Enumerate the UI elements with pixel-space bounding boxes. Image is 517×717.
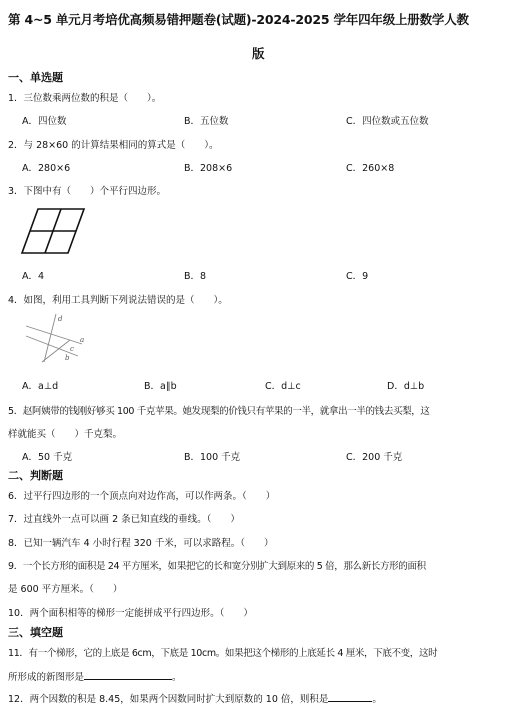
answer-blank-11[interactable]	[84, 669, 172, 680]
question-10: 10．两个面积相等的梯形一定能拼成平行四边形。（ ）	[8, 608, 253, 619]
q1-option-a: A．四位数	[22, 116, 67, 127]
question-3: 3．下图中有（ ）个平行四边形。	[8, 186, 167, 197]
fig-label-c: c	[70, 345, 74, 353]
question-11-end: 。	[172, 672, 182, 683]
fig-label-a: a	[80, 336, 85, 344]
q2-option-b: B．208×6	[184, 163, 233, 174]
question-11-line-2	[8, 669, 182, 683]
q5-option-b: B．100 千克	[184, 452, 241, 463]
q2-option-a: A．280×6	[22, 163, 71, 174]
question-11-line-1: 11．有一个梯形，它的上底是 6cm，下底是 10cm。如果把这个梯形的上底延长 4 厘米，下底不变，这时	[8, 648, 438, 659]
question-8: 8．已知一辆汽车 4 小时行程 320 千米，可以求路程。（ ）	[8, 538, 274, 549]
q5-option-a: A．50 千克	[22, 452, 73, 463]
parallelogram-grid-figure	[20, 207, 86, 255]
question-11-line-2-text: 所形成的新图形是	[8, 672, 85, 683]
section-heading-fill-blank: 三、填空题	[8, 626, 63, 639]
question-9-line-1: 9．一个长方形的面积是 24 平方厘米，如果把它的长和宽分别扩大到原来的 5 倍，那么新长方形的面积	[8, 561, 426, 572]
question-9-line-2: 是 600 平方厘米。（ ）	[8, 584, 123, 595]
answer-blank-12[interactable]	[328, 691, 372, 702]
page-title: 第 4~5 单元月考培优高频易错押题卷(试题)-2024-2025 学年四年级上册数学人教	[8, 12, 469, 27]
question-5-line-1: 5．赵阿姨带的钱刚好够买 100 千克苹果。她发现梨的价钱只有苹果的一半，就拿出一半的钱去买梨，这	[8, 406, 430, 417]
q4-option-a: A．a⊥d	[22, 381, 59, 392]
question-12-text: 12．两个因数的积是 8.45，如果两个因数同时扩大到原数的 10 倍，则积是	[8, 694, 329, 705]
question-6: 6．过平行四边形的一个顶点向对边作高，可以作两条。（ ）	[8, 491, 276, 502]
q3-option-a: A．4	[22, 271, 45, 282]
fig-label-b: b	[65, 354, 70, 362]
section-heading-single-choice: 一、单选题	[8, 71, 63, 84]
question-5-line-2: 样就能买（ ）千克梨。	[8, 429, 123, 440]
question-7: 7．过直线外一点可以画 2 条已知直线的垂线。（ ）	[8, 514, 240, 525]
q4-option-b: B．a∥b	[144, 381, 177, 392]
page-title-continued: 版	[252, 46, 265, 61]
q5-option-c: C．200 千克	[346, 452, 403, 463]
q1-option-c: C．四位数或五位数	[346, 116, 429, 127]
question-2: 2．与 28×60 的计算结果相同的算式是（ ）。	[8, 140, 219, 151]
q3-option-c: C．9	[346, 271, 369, 282]
question-1: 1．三位数乘两位数的积是（ ）。	[8, 93, 162, 104]
q1-option-b: B．五位数	[184, 116, 229, 127]
question-12-end: 。	[372, 694, 382, 705]
question-12	[8, 691, 382, 705]
question-4: 4．如图，利用工具判断下列说法错误的是（ ）。	[8, 295, 228, 306]
q4-option-d: D．d⊥b	[387, 381, 425, 392]
lines-figure	[22, 312, 88, 364]
q4-option-c: C．d⊥c	[265, 381, 301, 392]
q2-option-c: C．260×8	[346, 163, 395, 174]
section-heading-true-false: 二、判断题	[8, 469, 63, 482]
q3-option-b: B．8	[184, 271, 207, 282]
fig-label-d: d	[58, 315, 63, 323]
